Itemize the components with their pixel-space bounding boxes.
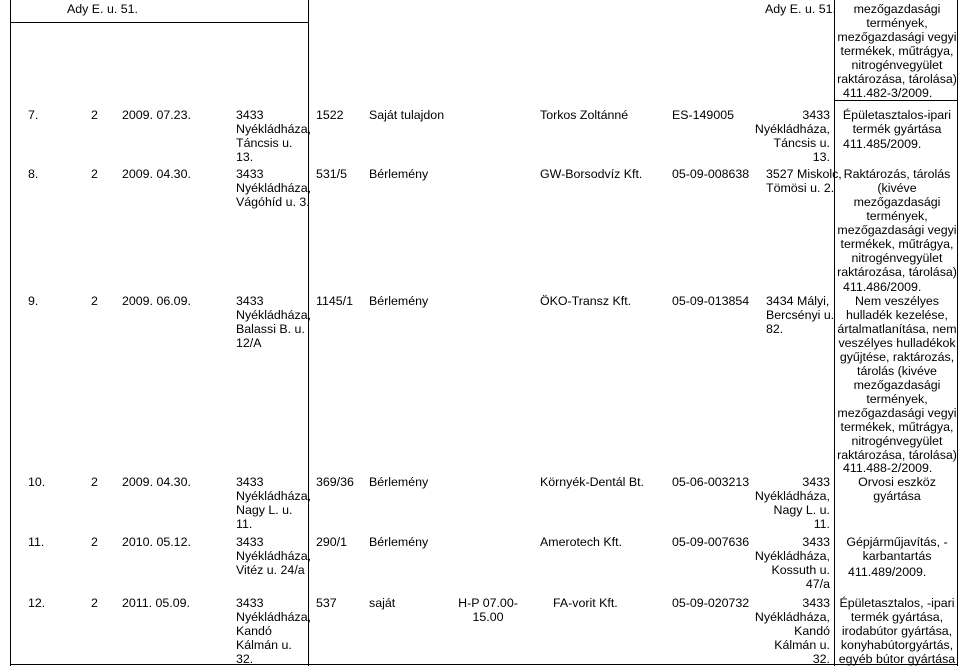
row-7-address: 3433 Nyékládháza, Táncsis u. 13. [236, 108, 312, 164]
row-10-type: 2 [91, 475, 98, 489]
row-8-date: 2009. 04.30. [122, 167, 191, 181]
row-8-no: 8. [28, 167, 39, 181]
row-10-ownership: Bérlemény [369, 475, 429, 489]
row-9-type: 2 [91, 294, 98, 308]
row-8-address: 3433 Nyékládháza, Vágóhíd u. 3. [236, 167, 312, 209]
row-9-date: 2009. 06.09. [122, 294, 191, 308]
row-8-site: 3527 Miskolc, Tömösi u. 2. [766, 167, 842, 195]
row-8-operator: GW-Borsodvíz Kft. [540, 167, 643, 181]
header-row-border [834, 100, 958, 101]
row-10-hrsz: 369/36 [316, 475, 354, 489]
header-site-address: Ady E. u. 51. [765, 2, 836, 16]
row-9-no: 9. [28, 294, 39, 308]
row-12-hrsz: 537 [316, 596, 337, 610]
row-11-no: 11. [28, 535, 45, 549]
row-9-address: 3433 Nyékládháza, Balassi B. u. 12/A [236, 294, 312, 350]
row-12-ownership: saját [369, 596, 396, 610]
row-7-activity: Épületasztalos-ipari termék gyártása [842, 108, 952, 136]
row-7-type: 2 [91, 108, 98, 122]
row-9-hrsz: 1145/1 [316, 294, 353, 308]
row-12-operator: FA-vorit Kft. [553, 596, 618, 610]
row-10-regno: 05-06-003213 [672, 475, 750, 489]
row-9-regno: 05-09-013854 [672, 294, 750, 308]
row-12-site: 3433 Nyékládháza, Kandó Kálmán u. 32. [754, 596, 830, 666]
row-12-hours: H-P 07.00- 15.00 [458, 596, 518, 624]
row-9-site: 3434 Mályi, Bercsényi u. 82. [766, 294, 835, 336]
row-11-site: 3433 Nyékládháza, Kossuth u. 47/a [754, 535, 830, 591]
row-11-hrsz: 290/1 [316, 535, 348, 549]
row-11-type: 2 [91, 535, 98, 549]
row-7-ownership: Saját tulajdon [369, 108, 445, 122]
row-8-regno: 05-09-008638 [672, 167, 750, 181]
header-permit: 411.482-3/2009. [843, 86, 933, 100]
row-10-operator: Környék-Dentál Bt. [540, 475, 644, 489]
row-7-regno: ES-149005 [672, 108, 735, 122]
row-11-ownership: Bérlemény [369, 535, 429, 549]
row-7-site: 3433 Nyékládháza, Táncsis u. 13. [754, 108, 830, 164]
row-10-activity: Orvosi eszköz gyártása [858, 475, 936, 503]
row-7-permit: 411.485/2009. [843, 137, 922, 151]
row-10-no: 10. [28, 475, 46, 489]
row-10-date: 2009. 04.30. [122, 475, 191, 489]
row-7-no: 7. [28, 108, 39, 122]
row-9-activity: Nem veszélyes hulladék kezelése, ártalmatlanítása, nem veszélyes hulladékok gyűjtése, raktározás, tárolás (kivéve mezőgazdasági termények, mezőgazdasági vegyi termékek, műtrágya, nitrogénvegyület raktározása, tárolása) [837, 294, 957, 462]
row-11-regno: 05-09-007636 [672, 535, 750, 549]
row-7-operator: Torkos Zoltánné [540, 108, 629, 122]
header-activity: mezőgazdasági termények, mezőgazdasági vegyi termékek, műtrágya, nitrogénvegyület raktározása, tárolása) [837, 2, 957, 86]
row-10-site: 3433 Nyékládháza, Nagy L. u. 11. [754, 475, 830, 531]
header-row-border [10, 22, 308, 23]
table-border-left [10, 0, 11, 666]
row-7-date: 2009. 07.23. [122, 108, 191, 122]
row-8-activity: Raktározás, tárolás (kivéve mezőgazdasági termények, mezőgazdasági vegyi termékek, műtrágya, nitrogénvegyület raktározása, tárolása) [837, 167, 957, 279]
row-12-type: 2 [91, 596, 98, 610]
row-12-activity: Épületasztalos, -ipari termék gyártása, irodabútor gyártása, konyhabútorgyártás, egyéb bútor gyártása [838, 596, 956, 666]
row-11-address: 3433 Nyékládháza, Vitéz u. 24/a [236, 535, 312, 577]
row-11-activity: Gépjárműjavítás, - karbantartás [846, 535, 948, 563]
row-8-ownership: Bérlemény [369, 167, 429, 181]
row-8-permit: 411.486/2009. [843, 280, 922, 294]
row-9-ownership: Bérlemény [369, 294, 429, 308]
row-9-operator: ÖKO-Transz Kft. [540, 294, 632, 308]
row-8-hrsz: 531/5 [316, 167, 348, 181]
row-12-address: 3433 Nyékládháza, Kandó Kálmán u. 32. [236, 596, 312, 666]
row-7-hrsz: 1522 [316, 108, 344, 122]
row-12-no: 12. [28, 596, 46, 610]
row-12-date: 2011. 05.09. [122, 596, 190, 610]
row-11-permit: 411.489/2009. [848, 565, 927, 579]
row-11-operator: Amerotech Kft. [540, 535, 622, 549]
row-9-permit: 411.488-2/2009. [843, 461, 933, 475]
row-10-address: 3433 Nyékládháza, Nagy L. u. 11. [236, 475, 312, 531]
row-12-regno: 05-09-020732 [672, 596, 750, 610]
row-11-date: 2010. 05.12. [122, 535, 191, 549]
row-8-type: 2 [91, 167, 98, 181]
header-left-address: Ady E. u. 51. [67, 2, 138, 16]
